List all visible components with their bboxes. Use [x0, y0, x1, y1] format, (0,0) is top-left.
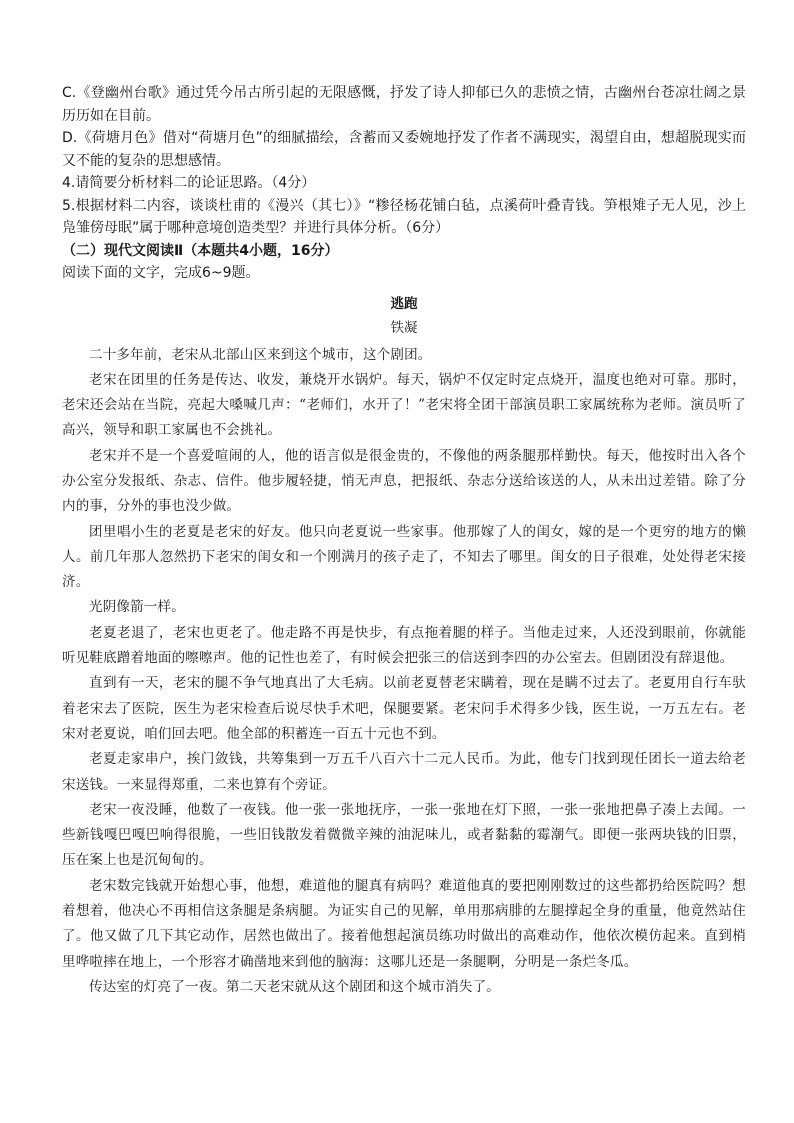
- question-option-d: D.《荷塘月色》借对“荷塘月色”的细腻描绘，含蓄而又委婉地抒发了作者不满现实，渴望自由，想超脱现实而又不能的复杂的思想感情。: [62, 130, 746, 169]
- article-paragraph: 老宋一夜没睡，他数了一夜钱。他一张一张地抚序，一张一张地在灯下照，一张一张地把鼻子凑上去闻。一些新钱嘎巴嘎巴响得很脆，一些旧钱散发着微微辛辣的油泥味儿，或者黏黏的霉潮气。即便一张两块钱的旧票，压在案上也是沉甸甸的。: [62, 801, 746, 869]
- article-paragraph: 老夏走家串户，挨门敛钱，共筹集到一万五千八百六十二元人民币。为此，他专门找到现任团长一道去给老宋送钱。一来显得郑重，二来也算有个旁证。: [62, 751, 746, 793]
- article-paragraph: 老宋数完钱就开始想心事，他想，难道他的腿真有病吗？难道他真的要把刚刚数过的这些都扔给医院吗？想着想着，他决心不再相信这条腿是条病腿。为证实自己的见解，单用那病腓的左腿撑起全身的重量，他竟然站住了。他又做了几下其它动作，居然也做出了。接着他想起演员练功时做出的高难动作，他依次模仿起来。直到梢里哗啦摔在地上，一个形容才确凿地来到他的脑海：这哪儿还是一条腿啊，分明是一条烂冬瓜。: [62, 877, 746, 970]
- article-author: 铁凝: [390, 319, 418, 336]
- article-paragraph: 老宋并不是一个喜爱喧闹的人，他的语言似是很金贵的，不像他的两条腿那样勤快。每天，他按时出入各个办公室分发报纸、杂志、信件。他步履轻捷，悄无声息，把报纸、杂志分送给该送的人，从未出过差错。除了分内的事，分外的事也没少做。: [62, 447, 746, 515]
- article-title: 逃跑: [390, 295, 418, 312]
- article-paragraph: 老夏老退了，老宋也更老了。他走路不再是快步，有点拖着腿的样子。当他走过来，人还没到眼前，你就能听见鞋底蹭着地面的嚓嚓声。他的记性也差了，有时候会把张三的信送到李四的办公室去。但剧团没有辞退他。: [62, 624, 746, 667]
- question-option-c: C.《登幽州台歌》通过凭今吊古所引起的无限感慨，抒发了诗人抑郁已久的悲愤之情，古幽州台苍凉壮阔之景历历如在目前。: [62, 85, 746, 124]
- article-paragraph: 传达室的灯亮了一夜。第二天老宋就从这个剧团和这个城市消失了。: [89, 978, 500, 995]
- article-paragraph: 光阴像箭一样。: [89, 599, 185, 616]
- question-4: 4.请简要分析材料二的论证思路。（4分）: [62, 175, 316, 191]
- article-paragraph: 直到有一天，老宋的腿不争气地真出了大毛病。以前老夏替老宋瞒着，现在是瞒不过去了。老夏用自行车驮着老宋去了医院，医生为老宋检查后说尽快手术吧，保腿要紧。老宋问手术得多少钱，医生说，一万五左右。老宋对老夏说，咱们回去吧。他全部的积蓄连一百五十元也不到。: [62, 675, 746, 742]
- article-paragraph: 老宋在团里的任务是传达、收发，兼烧开水锅炉。每天，锅炉不仅定时定点烧开，温度也绝对可靠。那时，老宋还会站在当院，亮起大嗓喊几声：“老师们，水开了！”老宋将全团干部演员职工家属统称为老师。演员听了高兴，领导和职工家属也不会挑礼。: [62, 371, 746, 439]
- question-5: 5.根据材料二内容，谈谈杜甫的《漫兴（其七）》“糁径杨花铺白毡，点溪荷叶叠青钱。笋根雉子无人见，沙上凫雏傍母眠”属于哪种意境创造类型？并进行具体分析。（6分）: [62, 197, 746, 236]
- section-instruction: 阅读下面的文字，完成6~9题。: [62, 265, 260, 281]
- article-paragraph: 团里唱小生的老夏是老宋的好友。他只向老夏说一些家事。他那嫁了人的闺女，嫁的是一个更穷的地方的懒人。前几年那人忽然扔下老宋的闺女和一个刚满月的孩子走了，不知去了哪里。闺女的日子很难，处处得老宋接济。: [62, 523, 746, 591]
- section-title: （二）现代文阅读Ⅱ（本题共4小题，16分）: [62, 242, 339, 259]
- article-paragraph: 二十多年前，老宋从北部山区来到这个城市，这个剧团。: [89, 346, 432, 363]
